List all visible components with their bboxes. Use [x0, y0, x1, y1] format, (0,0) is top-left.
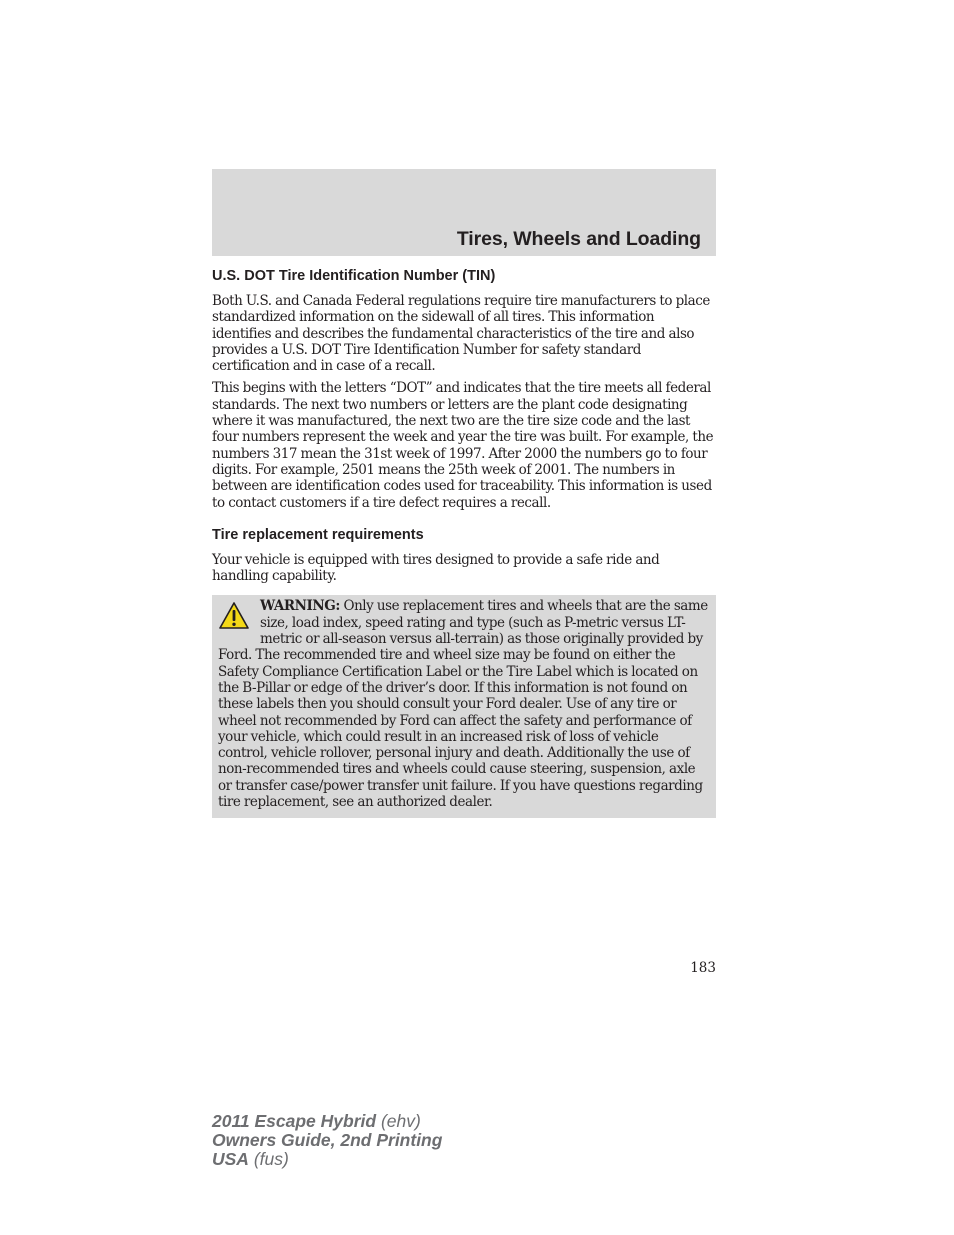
footer-market-code: (fus) — [248, 1149, 289, 1170]
tire-replacement-paragraph: Your vehicle is equipped with tires designed to provide a safe ride and handling capability. — [212, 551, 660, 585]
tin-paragraph-2: This begins with the letters “DOT” and indicates that the tire meets all federal standards. The next two numbers or letters are the plant code designating where it was manufactured, the next two are the tire size code and the last four numbers represent the week and year the tire was built. For example, the numbers 317 mean the 31st week of 1997. After 2000 the numbers go to four digits. For example, 2501 means the 25th week of 2001. The numbers in between are identification codes used for traceability. This information is used to contact customers if a tire defect requires a recall. — [212, 380, 714, 511]
footer-model-name: 2011 Escape Hybrid — [212, 1111, 377, 1131]
page-content — [212, 266, 716, 818]
footer-line-model — [212, 1112, 442, 1131]
page-number: 183 — [690, 960, 716, 976]
warning-label: WARNING: — [260, 598, 340, 615]
footer-market-name: USA — [212, 1149, 249, 1170]
warning-body: Only use replacement tires and wheels that are the same size, load index, speed rating and type (such as P-metric versus LT-metric or all-season versus all-terrain) as those originally provided by Ford. The recommended tire and wheel size may be found on either the Safety Compliance Certification Label or the Tire Label which is located on the B-Pillar or edge of the driver’s door. If this information is not found on these labels then you should consult your Ford dealer. Use of any tire or wheel not recommended by Ford can affect the safety and performance of your vehicle, which could result in an increased risk of loss of vehicle control, vehicle rollover, personal injury and death. Additionally the use of non-recommended tires and wheels could cause steering, suspension, axle or transfer case/power transfer unit failure. If you have questions regarding tire replacement, see an authorized dealer. — [218, 598, 708, 811]
warning-box — [212, 595, 716, 818]
warning-text — [218, 598, 708, 810]
tin-paragraph-1: Both U.S. and Canada Federal regulations require tire manufacturers to place standardized information on the sidewall of all tires. This information identifies and describes the fundamental characteristics of the tire and also provides a U.S. DOT Tire Identification Number for safety standard certification and in case of a recall. — [212, 293, 710, 375]
section-heading-tin: U.S. DOT Tire Identification Number (TIN) — [212, 268, 496, 284]
footer-line-guide: Owners Guide, 2nd Printing — [212, 1130, 443, 1151]
chapter-title: Tires, Wheels and Loading — [456, 228, 701, 250]
footer-model-code: (ehv) — [376, 1111, 421, 1131]
section-heading-tire-replacement: Tire replacement requirements — [212, 526, 424, 543]
chapter-header-band — [212, 169, 716, 256]
warning-triangle-icon — [218, 601, 250, 631]
document-footer — [212, 1112, 442, 1170]
footer-line-market — [212, 1150, 442, 1169]
